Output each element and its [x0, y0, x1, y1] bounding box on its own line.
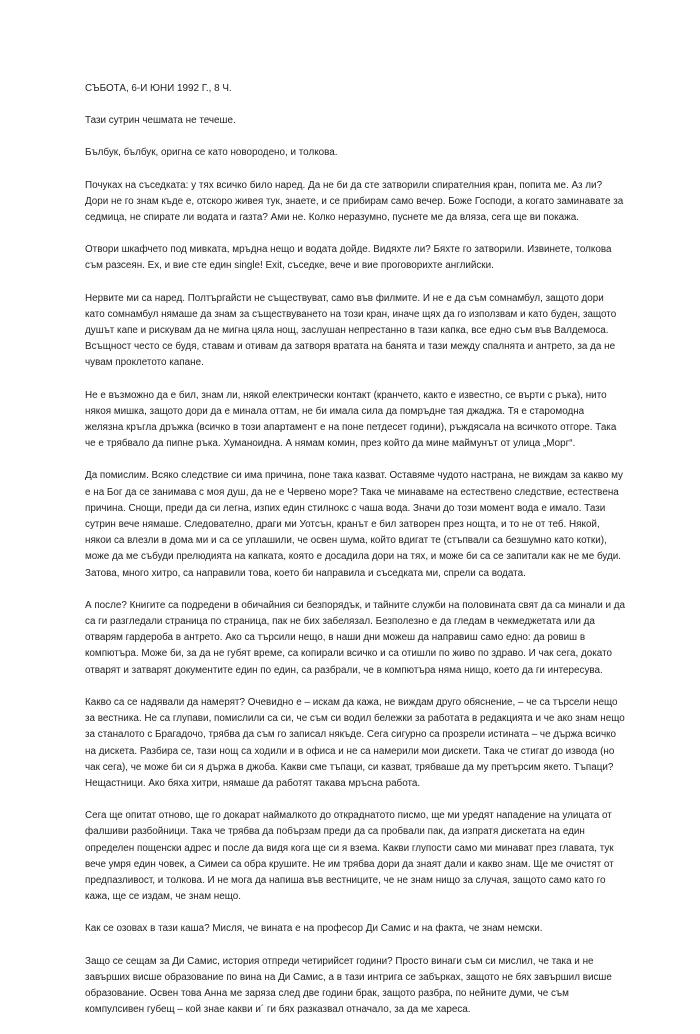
- paragraph-9: Какво са се надявали да намерят? Очевидно е – искам да кажа, не виждам друго обяснение, – че са търсели нещо за вестника. Не са глупави, помислили са си, че съм си водил бележки за работата в редакцията и че ако знам нещо за станалото с Брагадочо, трябва да съм го записал някъде. Сега сигурно са прозрели истината – че държа всичко на дискета. Разбира се, тази нощ са ходили и в офиса и не са намерили мои дискети. Така че стигат до извода (но чак сега), че може би си я държа в джоба. Какви сме тъпаци, си казват, трябваше да му претърсим якето. Тъпаци? Нещастници. Ако бяха хитри, нямаше да работят такава мръсна работа.: [85, 696, 625, 789]
- paragraph-11: Как се озовах в тази каша? Мисля, че вината е на професор Ди Самис и на факта, че знам немски.: [85, 923, 543, 935]
- paragraph-7: Да помислим. Всяко следствие си има причина, поне така казват. Оставяме чудото настрана, не виждам за какво му е на Бог да се занимава с моя душ, да не е Червено море? Така че минаваме на естествено следствие, естествена причина. Снощи, преди да си легна, изпих един стилнокс с чаша вода. Значи до този момент вода е имало. Тази сутрин вече нямаше. Следователно, драги ми Уотсън, кранът е бил затворен през нощта, и то не от теб. Някой, някои са влезли в дома ми и са се уплашили, че освен шума, който вдигат те (стъпвали са безшумно като котки), може да ме събуди прелюдията на капката, която е досадила дори на тях, и може би са се запитали как не ме буди. Затова, много хитро, са направили това, което би направила и съседката ми, спрели са водата.: [85, 470, 623, 579]
- diary-entry-heading: СЪБОТА, 6-И ЮНИ 1992 Г., 8 Ч.: [85, 83, 232, 94]
- paragraph-5: Нервите ми са наред. Полтъргайсти не съществуват, само във филмите. И не е да съм сомнамбул, защото дори като сомнамбул нямаше да знам за съществуването на този кран, иначе щях да го използвам и като буден, защото душът капе и рискувам да не мигна цяла нощ, заслушан непрестанно в тази капка, все едно съм във Валдемоса. Всъщност често се будя, ставам и отивам да затворя вратата на банята и тази между спалнята и антрето, за да не чувам проклетото капане.: [85, 292, 617, 369]
- paragraph-1: Тази сутрин чешмата не течеше.: [85, 115, 236, 127]
- document-body: [85, 81, 625, 1034]
- paragraph-8: А после? Книгите са подредени в обичайния си безпорядък, и тайните служби на половината свят да са минали и да са ги разгледали страница по страница, пак не бих забелязал. Безполезно е да гледам в чекмеджетата или да отварям гардероба в антрето. Ако са търсили нещо, в наши дни можеш да направиш само едно: да ровиш в компютъра. Може би, за да не губят време, са копирали всичко и са отишли по живо по здраво. И чак сега, докато отварят и затварят документите един по един, са разбрали, че в компютъра няма нищо, което да ги интересува.: [85, 599, 626, 676]
- paragraph-10: Сега ще опитат отново, ще го докарат наймалкото до откраднатото писмо, ще ми уредят нападение на улицата от фалшиви разбойници. Така че трябва да побързам преди да са пробвали пак, да изпратя дискетата на един определен пощенски адрес и после да видя кога ще си я взема. Какви глупости само ми минават през главата, тук вече умря един човек, а Симеи са обра крушите. Не им трябва дори да знаят дали и какво знам. Ще ме очистят от предпазливост, и толкова. И не мога да напиша във вестниците, че не знам нищо за случая, защото само като го кажа, ще се издам, че знам нещо.: [85, 810, 614, 903]
- paragraph-6: Не е възможно да е бил, знам ли, някой електрически контакт (кранчето, както е известно, се върти с ръка), нито някоя мишка, защото дори да е минала оттам, не би имала сила да помръдне тая джаджа. Тя е старомодна желязна кръгла дръжка (всичко в този апартамент е на поне петдесет години), ръждясала на всичкото отгоре. Така че е трябвало да пипне ръка. Хуманоидна. А нямам комин, през който да мине маймунът от улица „Морг“.: [85, 389, 617, 450]
- paragraph-4: Отвори шкафчето под мивката, мръдна нещо и водата дойде. Видяхте ли? Бяхте го затворили. Извинете, толкова съм разсеян. Ех, и вие сте един single! Exit, съседке, вече и вие проговорихте английски.: [85, 244, 612, 272]
- paragraph-2: Бълбук, бълбук, оригна се като новородено, и толкова.: [85, 147, 338, 159]
- paragraph-3: Почуках на съседката: у тях всичко било наред. Да не би да сте затворили спирателния кран, попита ме. Аз ли? Дори не го знам къде е, отскоро живея тук, знаете, и се прибирам само вечер. Боже Господи, а когато заминавате за седмица, не спирате ли водата и газта? Ами не. Колко неразумно, пуснете ме да вляза, сега ще ви покажа.: [85, 179, 624, 224]
- paragraph-12: Защо се сещам за Ди Самис, история отпреди четирийсет години? Просто винаги съм си мислил, че така и не завърших висше образование по вина на Ди Самис, а в тази интрига се забърках, защото не бях завършил висше образование. Освен това Анна ме заряза след две години брак, защото разбра, по нейните думи, че съм компулсивен губещ – кой знае какви и´ ги бях разказвал отначало, за да ме хареса.: [85, 955, 612, 1016]
